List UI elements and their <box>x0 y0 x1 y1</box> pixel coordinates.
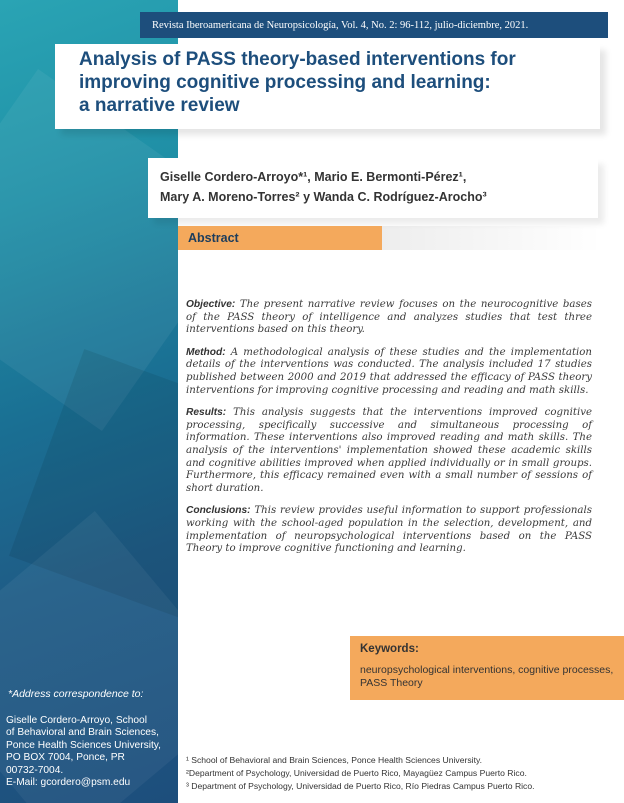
author-line: Mary A. Moreno-Torres² y Wanda C. Rodríguez-Arocho³ <box>160 190 487 204</box>
title-line: Analysis of PASS theory-based interventions for <box>79 49 516 70</box>
section-text: This review provides useful information to support professionals working with the school-aged population in the selection, development, and implementation of neuropsychological interventions based on the PASS Theory to improve cognitive functioning and learning. <box>186 505 592 555</box>
title-line: a narrative review <box>79 95 240 116</box>
correspondence-address <box>6 715 176 789</box>
affiliation-footnotes <box>186 754 606 794</box>
section-lead: Results: <box>186 407 227 419</box>
abstract-body <box>186 299 592 566</box>
section-lead: Method: <box>186 346 226 358</box>
section-lead: Objective: <box>186 299 236 310</box>
address-line: of Behavioral and Brain Sciences, <box>6 727 159 739</box>
abstract-heading-label: Abstract <box>188 231 239 245</box>
address-line: Ponce Health Sciences University, <box>6 739 161 751</box>
address-line: Giselle Cordero-Arroyo, School <box>6 715 147 726</box>
authors-box <box>148 158 598 218</box>
article-title <box>79 48 600 117</box>
author-line: Giselle Cordero-Arroyo*¹, Mario E. Bermonti-Pérez¹, <box>160 170 467 184</box>
journal-citation: Revista Iberoamericana de Neuropsicología, Vol. 4, No. 2: 96-112, julio-diciembre, 2021. <box>152 19 529 31</box>
abstract-objective <box>186 299 592 337</box>
keywords-box <box>350 636 624 700</box>
footnote: ¹ School of Behavioral and Brain Sciences, Ponce Health Sciences University. <box>186 755 482 765</box>
email-line: E-Mail: gcordero@psm.edu <box>6 777 131 789</box>
correspondence-label: *Address correspondence to: <box>8 688 144 700</box>
address-line: 00732-7004. <box>6 764 64 776</box>
abstract-conclusions <box>186 505 592 555</box>
keywords-text: neuropsychological interventions, cognitive processes, PASS Theory <box>360 664 614 689</box>
abstract-results <box>186 407 592 495</box>
title-box <box>55 44 600 129</box>
abstract-method <box>186 347 592 397</box>
abstract-heading <box>178 226 382 250</box>
footnote: ³ Department of Psychology, Universidad de Puerto Rico, Río Piedras Campus Puerto Rico. <box>186 781 535 792</box>
section-text: A methodological analysis of these studies and the implementation details of the interventions was conducted. The analysis included 17 studies published between 2000 and 2019 that addressed the efficacy of PASS theory interventions for improving cognitive processing and reading and math skills. <box>186 346 592 396</box>
address-line: PO BOX 7004, Ponce, PR <box>6 752 125 764</box>
keywords-label: Keywords: <box>360 643 419 655</box>
abstract-heading-shadow <box>382 226 602 250</box>
title-line: improving cognitive processing and learning: <box>79 72 491 93</box>
section-lead: Conclusions: <box>186 505 251 517</box>
journal-citation-bar <box>140 12 608 38</box>
section-text: The present narrative review focuses on the neurocognitive bases of the PASS theory of intelligence and analyzes studies that test three interventions based on this theory. <box>186 299 592 336</box>
footnote: ²Department of Psychology, Universidad de Puerto Rico, Mayagüez Campus Puerto Rico. <box>186 768 527 779</box>
section-text: This analysis suggests that the interventions improved cognitive processing, specifically successive and simultaneous processing of information. These interventions also improved reading and math skills. The analysis of the interventions' implementation showed these academic skills and cognitive abilities improved when applied individually or in small groups. Furthermore, this efficacy remained even with a small number of sessions of short duration. <box>186 407 592 494</box>
